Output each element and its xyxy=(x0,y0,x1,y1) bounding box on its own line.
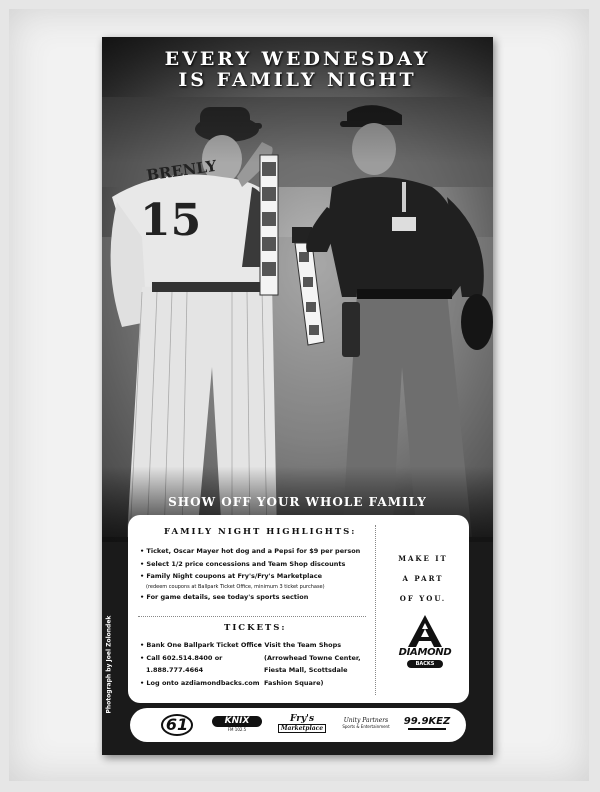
sponsor-kez-logo xyxy=(402,714,452,736)
diamondbacks-sub-wordmark: BACKS xyxy=(407,660,443,668)
unity-text: Unity Partners xyxy=(343,717,389,724)
list-item: • Bank One Ballpark Ticket Office xyxy=(140,641,262,649)
list-item: • Log onto azdiamondbacks.com xyxy=(140,678,260,687)
section-divider xyxy=(138,616,366,617)
diamondbacks-logo xyxy=(390,613,460,671)
kez-underline xyxy=(408,728,446,730)
highlights-title: FAMILY NIGHT HIGHLIGHTS: xyxy=(164,527,357,537)
knix-text: KNIX xyxy=(212,716,262,727)
sponsor-unity-logo xyxy=(336,714,396,736)
photo-credit xyxy=(102,615,116,717)
tagline-line-2: A PART xyxy=(402,574,444,583)
list-item: Fiesta Mall, Scottsdale xyxy=(264,666,348,674)
list-item: 1.888.777.4664 xyxy=(146,666,204,674)
tagline xyxy=(380,549,466,609)
frys-subtext: Marketplace xyxy=(278,724,326,733)
unity-subtext: Sports & Entertainment xyxy=(342,724,390,729)
list-item: • For game details, see today's sports section xyxy=(140,592,309,601)
channel-61-text: 61 xyxy=(161,714,193,736)
photo-illustration xyxy=(102,37,493,542)
tickets-title: TICKETS: xyxy=(224,623,287,633)
tickets-list-right xyxy=(258,639,361,689)
sponsor-channel-61-logo xyxy=(160,714,194,736)
tagline-line-3: OF YOU. xyxy=(399,594,447,603)
tagline-line-1: MAKE IT xyxy=(398,554,448,563)
list-item: • Call 602.514.8400 or xyxy=(140,653,223,662)
family-banner: SHOW OFF YOUR WHOLE FAMILY xyxy=(168,495,427,509)
jersey-name: BRENLY xyxy=(145,156,218,185)
sponsor-bar xyxy=(130,708,466,742)
list-item-note: (redeem coupons at Ballpark Ticket Office, minimum 3 ticket purchase) xyxy=(146,583,325,590)
list-item: • Family Night coupons at Fry's/Fry's Marketplace xyxy=(140,572,323,580)
highlights-list xyxy=(140,545,360,603)
list-item: Fashion Square) xyxy=(264,678,324,687)
headline xyxy=(102,49,493,91)
column-divider xyxy=(375,525,376,695)
jersey-number: 15 xyxy=(140,195,202,246)
advertisement xyxy=(102,37,493,755)
tickets-list-left xyxy=(140,639,262,689)
hero-photo xyxy=(102,37,493,542)
diamondbacks-wordmark: DIAMOND xyxy=(398,647,452,658)
list-item: (Arrowhead Towne Center, xyxy=(264,653,361,662)
frys-text: Fry's xyxy=(289,714,315,724)
info-panel xyxy=(128,515,469,703)
photo-credit-text: Photograph by Joel Zolondek xyxy=(105,615,113,714)
headline-line-2: IS FAMILY NIGHT xyxy=(178,69,417,91)
list-item: • Visit the Team Shops xyxy=(258,641,342,649)
headline-line-1: EVERY WEDNESDAY xyxy=(164,48,431,70)
kez-text: 99.9KEZ xyxy=(403,716,451,727)
sponsor-frys-logo xyxy=(278,714,326,736)
list-item: • Ticket, Oscar Mayer hot dog and a Pepsi for $9 per person xyxy=(140,547,361,555)
list-item: • Select 1/2 price concessions and Team Shop discounts xyxy=(140,559,346,568)
knix-frequency: FM 102.5 xyxy=(227,727,247,732)
sponsor-knix-logo xyxy=(212,714,262,736)
diamondbacks-a-icon xyxy=(390,613,460,649)
